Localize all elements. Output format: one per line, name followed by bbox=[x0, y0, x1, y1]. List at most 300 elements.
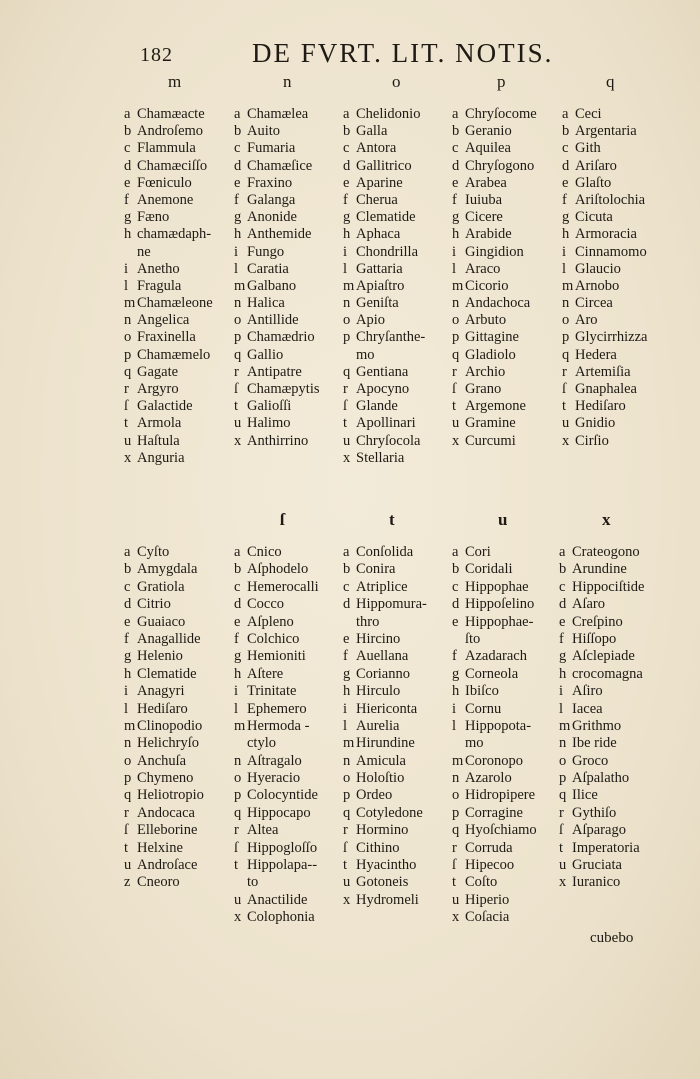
entry bbox=[234, 261, 320, 278]
entry-word: Hedera bbox=[575, 346, 617, 363]
entry bbox=[452, 561, 537, 578]
entry bbox=[234, 106, 320, 123]
entry-word: Gittagine bbox=[465, 329, 519, 346]
entry-word: Imperatoria bbox=[572, 839, 640, 856]
entry bbox=[343, 106, 425, 123]
entry-word: Hiperio bbox=[465, 891, 510, 908]
entry-letter: g bbox=[562, 209, 570, 226]
entry-word: Clematide bbox=[137, 665, 197, 682]
entry-letter: d bbox=[452, 157, 460, 174]
column bbox=[234, 106, 320, 450]
entry-word: Andocaca bbox=[137, 804, 195, 821]
entry-letter bbox=[124, 244, 137, 261]
entry-word: Gentiana bbox=[356, 363, 409, 380]
entry bbox=[343, 381, 425, 398]
entry bbox=[124, 244, 213, 261]
entry-word: Chryſocome bbox=[465, 106, 537, 122]
entry-word: Grano bbox=[465, 381, 502, 397]
entry bbox=[559, 805, 645, 822]
entry bbox=[124, 381, 213, 398]
entry-letter: r bbox=[234, 363, 239, 380]
entry-letter: t bbox=[124, 839, 129, 856]
letter-head: m bbox=[168, 72, 182, 91]
entry-word: Ariſaro bbox=[575, 157, 617, 174]
entry bbox=[124, 433, 213, 450]
entry-word: Gallitrico bbox=[356, 157, 412, 174]
entry-word: Hippocapo bbox=[247, 804, 311, 821]
entry bbox=[343, 175, 425, 192]
entry-letter: f bbox=[559, 630, 564, 647]
entry-word: Cicuta bbox=[575, 209, 613, 226]
entry bbox=[343, 398, 425, 415]
entry bbox=[234, 631, 319, 648]
entry-word: Guaiaco bbox=[137, 613, 186, 630]
entry-word: Hormino bbox=[356, 822, 409, 839]
entry-letter: u bbox=[124, 432, 132, 449]
entry-word: Aſphodelo bbox=[247, 561, 309, 578]
entry-letter: c bbox=[562, 140, 569, 157]
entry bbox=[343, 770, 427, 787]
entry-letter: u bbox=[562, 415, 570, 432]
entry-word: Cyſto bbox=[137, 544, 170, 560]
entry-word: Aſparago bbox=[572, 822, 626, 839]
entry-word: Aphaca bbox=[356, 226, 401, 243]
entry-letter: m bbox=[124, 717, 136, 734]
entry bbox=[124, 295, 213, 312]
entry-letter: p bbox=[234, 329, 242, 346]
entry-letter: p bbox=[124, 346, 132, 363]
entry-letter: i bbox=[343, 700, 348, 717]
entry-word: mo bbox=[356, 346, 375, 363]
entry-word: Creſpino bbox=[572, 613, 623, 630]
entry-letter: q bbox=[559, 787, 567, 804]
entry-word: Hirundine bbox=[356, 735, 415, 752]
entry bbox=[234, 312, 320, 329]
entry-letter: l bbox=[234, 700, 239, 717]
entry-word: Hippoſelino bbox=[465, 596, 535, 613]
entry-word: Cicere bbox=[465, 209, 503, 226]
entry-letter: b bbox=[559, 561, 567, 578]
entry bbox=[559, 822, 645, 839]
entry-letter: l bbox=[343, 260, 348, 277]
column bbox=[559, 544, 645, 892]
entry-word: Chamælea bbox=[247, 106, 309, 122]
entry bbox=[234, 364, 320, 381]
entry bbox=[343, 312, 425, 329]
entry-letter bbox=[452, 735, 465, 752]
entry-letter: a bbox=[559, 544, 566, 560]
entry-letter: x bbox=[562, 432, 570, 449]
entry bbox=[452, 857, 537, 874]
entry bbox=[452, 666, 537, 683]
entry bbox=[234, 735, 319, 752]
entry-word: Apollinari bbox=[356, 415, 416, 432]
entry bbox=[124, 683, 204, 700]
entry-letter: e bbox=[234, 174, 241, 191]
entry-word: Glande bbox=[356, 398, 398, 415]
entry bbox=[343, 192, 425, 209]
entry bbox=[124, 770, 204, 787]
entry-letter: o bbox=[452, 312, 460, 329]
entry bbox=[343, 596, 427, 613]
entry bbox=[452, 596, 537, 613]
entry-word: thro bbox=[356, 613, 380, 630]
entry bbox=[452, 805, 537, 822]
entry-word: Hippophae bbox=[465, 578, 529, 595]
entry-letter: e bbox=[343, 174, 350, 191]
entry-word: Fungo bbox=[247, 243, 285, 260]
entry-letter: a bbox=[124, 106, 131, 122]
entry-letter: c bbox=[343, 140, 350, 157]
entry-word: Cornu bbox=[465, 700, 502, 717]
entry-letter: i bbox=[559, 683, 564, 700]
entry-word: Fraxinella bbox=[137, 329, 196, 346]
entry-letter: h bbox=[234, 226, 242, 243]
entry-word: Cneoro bbox=[137, 874, 180, 891]
entry-letter: d bbox=[234, 596, 242, 613]
entry-word: Argyro bbox=[137, 381, 179, 397]
entry-letter: e bbox=[124, 613, 131, 630]
entry-letter: h bbox=[124, 226, 132, 243]
entry-word: Citrio bbox=[137, 596, 171, 613]
entry bbox=[234, 226, 320, 243]
entry-word: Chelidonio bbox=[356, 106, 421, 122]
entry-word: Chryſanthe- bbox=[356, 329, 426, 346]
entry bbox=[562, 192, 647, 209]
entry bbox=[452, 544, 537, 561]
entry-letter: z bbox=[124, 874, 131, 891]
entry-letter: n bbox=[452, 295, 460, 312]
entry-word: Corruda bbox=[465, 839, 513, 856]
entry-letter: e bbox=[562, 174, 569, 191]
entry-word: Aſiro bbox=[572, 683, 603, 700]
entry-letter: u bbox=[343, 432, 351, 449]
entry-letter: d bbox=[343, 596, 351, 613]
entry-word: Cherua bbox=[356, 191, 398, 208]
entry-letter: h bbox=[559, 665, 567, 682]
entry-letter: ſ bbox=[343, 839, 348, 856]
entry bbox=[562, 123, 647, 140]
entry bbox=[559, 579, 645, 596]
entry bbox=[452, 892, 537, 909]
entry-letter: d bbox=[562, 157, 570, 174]
entry bbox=[124, 450, 213, 467]
entry-letter: p bbox=[452, 804, 460, 821]
entry-letter: x bbox=[452, 432, 460, 449]
entry-word: Ephemero bbox=[247, 700, 307, 717]
entry-word: Amygdala bbox=[137, 561, 198, 578]
entry-letter: e bbox=[124, 174, 131, 191]
entry-letter: h bbox=[452, 683, 460, 700]
entry-word: Antipatre bbox=[247, 363, 302, 380]
entry-word: Chamædrio bbox=[247, 329, 315, 346]
entry-letter: g bbox=[343, 209, 351, 226]
entry-word: Colocyntide bbox=[247, 787, 318, 804]
entry-letter: e bbox=[234, 613, 241, 630]
entry-letter: b bbox=[562, 123, 570, 140]
entry-letter: m bbox=[234, 717, 246, 734]
entry-word: Anonide bbox=[247, 209, 297, 226]
entry bbox=[124, 398, 213, 415]
entry-letter: t bbox=[343, 415, 348, 432]
entry-letter: c bbox=[124, 578, 131, 595]
entry-letter bbox=[234, 874, 247, 891]
entry-word: Arabea bbox=[465, 174, 507, 191]
entry-word: Armoracia bbox=[575, 226, 637, 243]
entry-letter: f bbox=[562, 191, 567, 208]
entry-letter: r bbox=[124, 804, 129, 821]
entry bbox=[234, 614, 319, 631]
entry-word: Gramine bbox=[465, 415, 516, 432]
entry-word: Corianno bbox=[356, 665, 410, 682]
entry bbox=[452, 226, 537, 243]
entry-word: Aquilea bbox=[465, 140, 511, 157]
entry bbox=[234, 909, 319, 926]
entry bbox=[234, 433, 320, 450]
entry-letter: c bbox=[124, 140, 131, 157]
entry-word: Iuranico bbox=[572, 874, 621, 891]
entry bbox=[234, 683, 319, 700]
entry bbox=[234, 892, 319, 909]
entry-word: Aſtere bbox=[247, 665, 284, 682]
entry-word: Aſtragalo bbox=[247, 752, 302, 769]
entry bbox=[124, 666, 204, 683]
entry-word: Curcumi bbox=[465, 432, 516, 449]
entry-word: Chamæſice bbox=[247, 157, 313, 174]
entry bbox=[452, 631, 537, 648]
entry bbox=[234, 857, 319, 874]
entry-word: Hermoda - bbox=[247, 717, 310, 734]
entry-word: ſto bbox=[465, 630, 481, 647]
entry-word: Anagyri bbox=[137, 683, 185, 700]
entry-word: Hyeracio bbox=[247, 770, 301, 787]
entry-word: Aſclepiade bbox=[572, 648, 635, 665]
entry-letter: ſ bbox=[124, 822, 129, 839]
letter-headers-bottom bbox=[0, 510, 700, 544]
catchword: cubebo bbox=[590, 930, 634, 946]
entry bbox=[343, 226, 425, 243]
entry bbox=[234, 544, 319, 561]
entry-word: Gingidion bbox=[465, 243, 524, 260]
entry bbox=[559, 753, 645, 770]
entry-letter: q bbox=[452, 822, 460, 839]
entry bbox=[559, 666, 645, 683]
entry-letter: l bbox=[452, 717, 457, 734]
entry-word: Anagallide bbox=[137, 630, 201, 647]
entry-letter: i bbox=[234, 243, 239, 260]
column bbox=[452, 106, 537, 450]
entry bbox=[343, 364, 425, 381]
entry-letter: q bbox=[234, 804, 242, 821]
entry-word: Arundine bbox=[572, 561, 627, 578]
entry bbox=[343, 450, 425, 467]
entry-letter: o bbox=[559, 752, 567, 769]
entry-letter: m bbox=[343, 735, 355, 752]
entry-word: Glaſto bbox=[575, 174, 612, 191]
entry-letter: q bbox=[343, 363, 351, 380]
entry-word: Apio bbox=[356, 312, 385, 329]
entry-word: Hediſaro bbox=[137, 700, 188, 717]
entry bbox=[452, 381, 537, 398]
entry bbox=[124, 415, 213, 432]
entry-word: Galla bbox=[356, 123, 388, 140]
entry-word: Iacea bbox=[572, 700, 603, 717]
entry bbox=[452, 415, 537, 432]
entry bbox=[452, 433, 537, 450]
entry-word: Fragula bbox=[137, 277, 182, 294]
entry bbox=[124, 753, 204, 770]
entry-word: Hyacintho bbox=[356, 857, 417, 874]
entry-word: Auito bbox=[247, 123, 281, 140]
entry-letter: l bbox=[452, 260, 457, 277]
entry bbox=[124, 805, 204, 822]
entry-word: Argemone bbox=[465, 398, 526, 415]
entry-word: Chryſogono bbox=[465, 157, 535, 174]
entry-letter: r bbox=[343, 822, 348, 839]
entry bbox=[124, 561, 204, 578]
entry bbox=[452, 787, 537, 804]
entry-letter: b bbox=[343, 123, 351, 140]
entry-word: Gythiſo bbox=[572, 804, 617, 821]
entry-letter: o bbox=[124, 329, 132, 346]
entry-letter: n bbox=[234, 752, 242, 769]
entry-letter: ſ bbox=[124, 398, 129, 415]
entry-letter: a bbox=[343, 106, 350, 122]
entry-word: Hydromeli bbox=[356, 891, 419, 908]
entry-letter: r bbox=[234, 822, 239, 839]
entry bbox=[343, 805, 427, 822]
entry-word: Colophonia bbox=[247, 909, 315, 926]
entry bbox=[452, 192, 537, 209]
entry-word: Hyoſchiamo bbox=[465, 822, 537, 839]
running-title: DE FVRT. LIT. NOTIS. bbox=[252, 38, 554, 68]
entry-word: Coronopo bbox=[465, 752, 523, 769]
entry-letter: u bbox=[343, 874, 351, 891]
column bbox=[452, 544, 537, 927]
cipher-table-top bbox=[0, 72, 700, 466]
entry-word: Stellaria bbox=[356, 449, 405, 466]
entry bbox=[343, 140, 425, 157]
entry-letter: f bbox=[124, 191, 129, 208]
entry-word: Cnico bbox=[247, 544, 282, 560]
column bbox=[343, 106, 425, 467]
entry-word: Aſpleno bbox=[247, 613, 294, 630]
entry-letter: m bbox=[452, 752, 464, 769]
entry-letter: d bbox=[124, 596, 132, 613]
entry-word: Glycirrhizza bbox=[575, 329, 648, 346]
letter-head: n bbox=[283, 72, 292, 91]
entry bbox=[234, 787, 319, 804]
entry bbox=[124, 718, 204, 735]
entry bbox=[343, 614, 427, 631]
entry bbox=[234, 770, 319, 787]
entry-letter: u bbox=[234, 891, 242, 908]
entry bbox=[343, 857, 427, 874]
entry-letter: n bbox=[559, 735, 567, 752]
entry-letter: a bbox=[343, 544, 350, 560]
entry-word: Gattaria bbox=[356, 260, 403, 277]
entry-letter: l bbox=[124, 277, 129, 294]
entry-word: Archio bbox=[465, 363, 506, 380]
entry-word: Gnaphalea bbox=[575, 381, 637, 397]
entry-word: Chamæmelo bbox=[137, 346, 211, 363]
entry bbox=[343, 666, 427, 683]
entry-word: Ibe ride bbox=[572, 735, 617, 752]
entry-word: Helxine bbox=[137, 839, 183, 856]
entry-word: chamædaph- bbox=[137, 226, 212, 243]
entry-letter: a bbox=[562, 106, 569, 122]
entry-word: Hidropipere bbox=[465, 787, 536, 804]
entry bbox=[452, 295, 537, 312]
entry-letter: e bbox=[559, 613, 566, 630]
entry bbox=[343, 822, 427, 839]
entry-word: Grithmo bbox=[572, 717, 622, 734]
entry bbox=[452, 753, 537, 770]
entry-letter: x bbox=[124, 449, 132, 466]
entry-word: Halimo bbox=[247, 415, 291, 432]
entry bbox=[562, 209, 647, 226]
entry-word: Antora bbox=[356, 140, 397, 157]
entry-letter: i bbox=[124, 683, 129, 700]
entry-word: Anactilide bbox=[247, 891, 308, 908]
entry-word: Argentaria bbox=[575, 123, 637, 140]
entry-letter: l bbox=[559, 700, 564, 717]
entry bbox=[234, 140, 320, 157]
entry bbox=[343, 787, 427, 804]
entry-letter: g bbox=[452, 209, 460, 226]
entry-letter: b bbox=[452, 561, 460, 578]
entry bbox=[234, 209, 320, 226]
entry-word: Chamæciſſo bbox=[137, 157, 208, 174]
entry-word: Helichryſo bbox=[137, 735, 200, 752]
entry bbox=[234, 398, 320, 415]
entry-letter: o bbox=[124, 752, 132, 769]
entry bbox=[234, 718, 319, 735]
entry-letter: i bbox=[343, 243, 348, 260]
entry bbox=[452, 840, 537, 857]
entry-letter: o bbox=[343, 312, 351, 329]
entry-letter: r bbox=[559, 804, 564, 821]
entry-letter: x bbox=[343, 891, 351, 908]
entry-letter: b bbox=[124, 561, 132, 578]
entry-word: Cithino bbox=[356, 839, 400, 856]
entry-letter: p bbox=[343, 787, 351, 804]
entry bbox=[452, 123, 537, 140]
entry bbox=[559, 648, 645, 665]
entry bbox=[124, 787, 204, 804]
entry-word: Hippomura- bbox=[356, 596, 427, 613]
entry bbox=[562, 381, 647, 398]
entry-word: Azarolo bbox=[465, 770, 512, 787]
entry bbox=[452, 312, 537, 329]
entry-word: Caratia bbox=[247, 260, 289, 277]
entry-word: Fumaria bbox=[247, 140, 296, 157]
entry bbox=[124, 261, 213, 278]
entry bbox=[234, 192, 320, 209]
entry-word: Apiaſtro bbox=[356, 277, 405, 294]
entry-letter: o bbox=[234, 770, 242, 787]
column bbox=[124, 544, 204, 892]
entry-letter: n bbox=[343, 752, 351, 769]
entry-word: Coſto bbox=[465, 874, 498, 891]
entry-letter: t bbox=[562, 398, 567, 415]
entry-word: Hediſaro bbox=[575, 398, 626, 415]
entry bbox=[234, 329, 320, 346]
entry bbox=[124, 158, 213, 175]
entry bbox=[124, 840, 204, 857]
entry-word: to bbox=[247, 874, 259, 891]
entry bbox=[124, 209, 213, 226]
